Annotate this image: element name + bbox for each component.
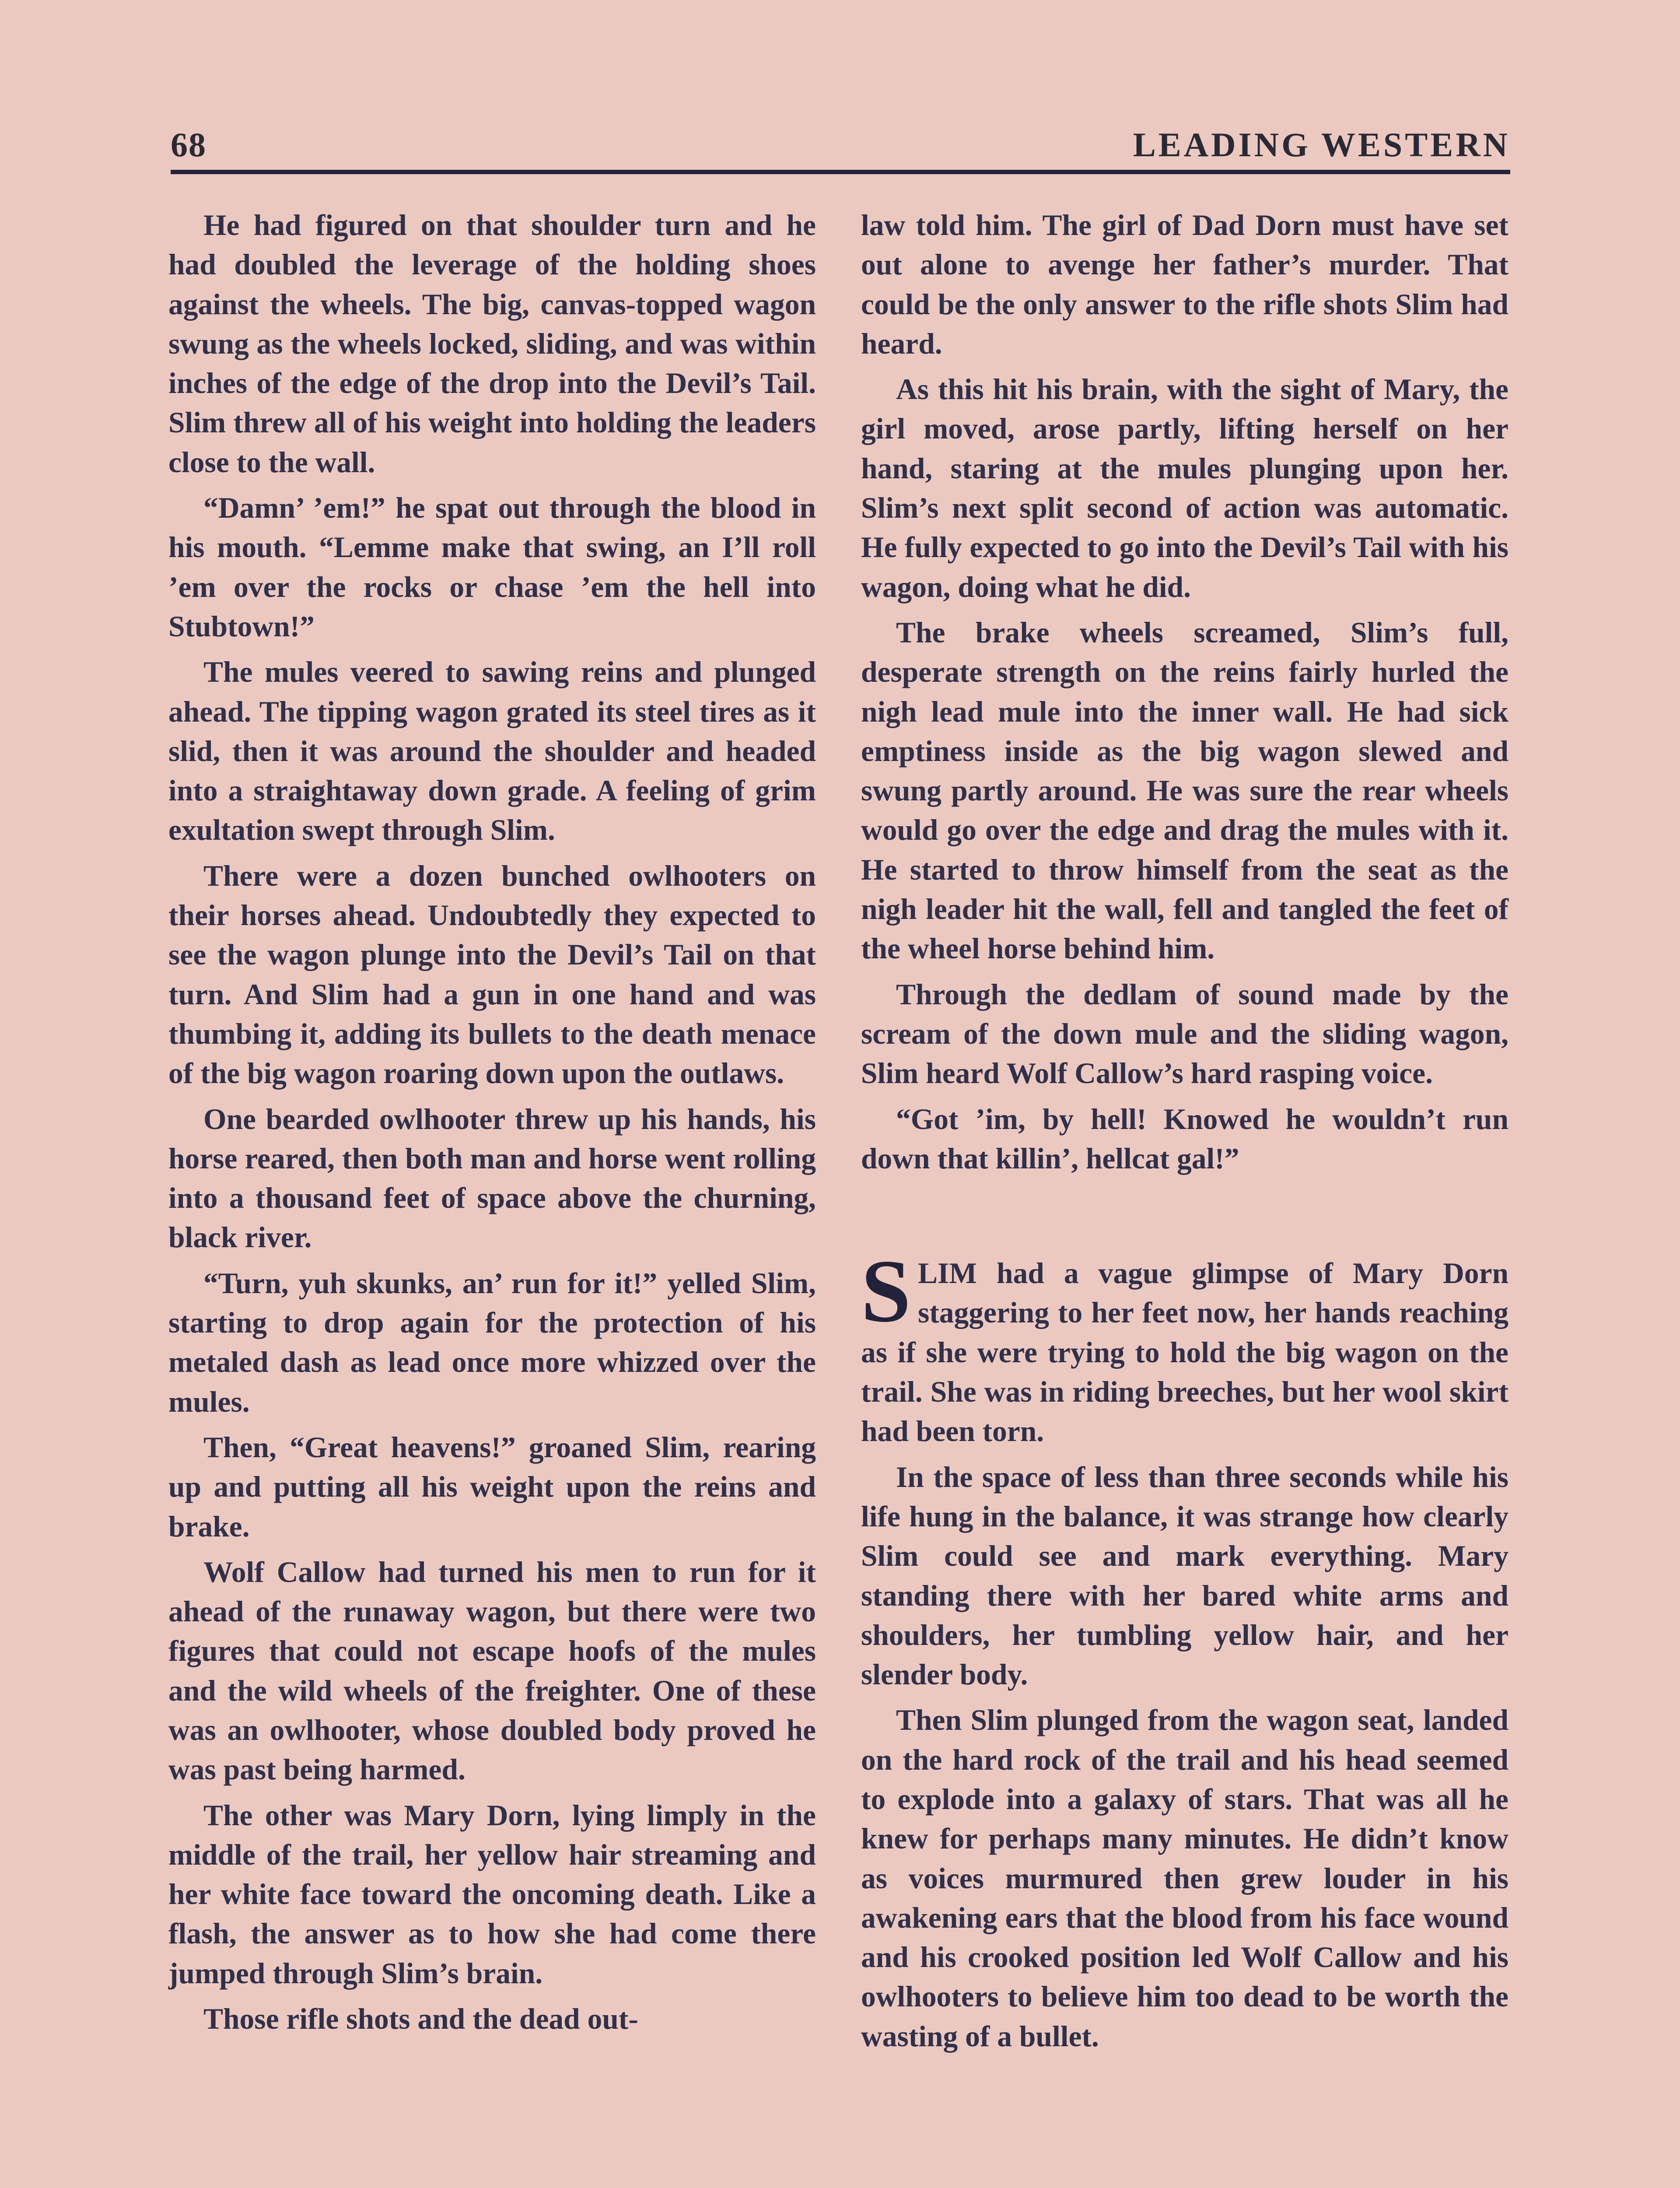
- header-rule: [171, 170, 1510, 174]
- paragraph: law told him. The girl of Dad Dorn must have set out alone to avenge her father’s murder. That could be the only answer to the rifle shots Slim had heard.: [861, 209, 1508, 360]
- paragraph: As this hit his brain, with the sight of Mary, the girl moved, arose partly, lifting herself on her hand, staring at the mules plunging upon her. Slim’s next split second of action was automatic. He fully expected to go into the Devil’s Tail with his wagon, doing what he did.: [861, 373, 1508, 603]
- magazine-title: LEADING WESTERN: [1133, 126, 1510, 164]
- paragraph: Through the dedlam of sound made by the scream of the down mule and the sliding wagon, Slim heard Wolf Callow’s hard rasping voice.: [861, 978, 1508, 1090]
- section-break: [861, 1185, 1508, 1254]
- paragraph: In the space of less than three seconds while his life hung in the balance, it was strange how clearly Slim could see and mark everything. Mary standing there with her bared white arms and shoulders, her tumbling yellow hair, and her slender body.: [861, 1460, 1508, 1691]
- paragraph: The brake wheels screamed, Slim’s full, desperate strength on the reins fairly hurled the nigh lead mule into the inner wall. He had sick emptiness inside as the big wagon slewed and swung partly around. He was sure the rear wheels would go over the edge and drag the mules with it. He started to throw himself from the seat as the nigh leader hit the wall, fell and tangled the feet of the wheel horse behind him.: [861, 616, 1508, 965]
- paragraph: Then, “Great heavens!” groaned Slim, rearing up and putting all his weight upon the reins and brake.: [168, 1431, 816, 1543]
- page-number: 68: [171, 126, 206, 164]
- paragraph: Those rifle shots and the dead out-: [203, 2002, 638, 2036]
- page-header: [171, 125, 1510, 173]
- paragraph: The other was Mary Dorn, lying limply in the middle of the trail, her yellow hair streaming and her white face toward the oncoming death. Like a flash, the answer as to how she had come there jumped through Slim’s brain.: [168, 1799, 816, 1990]
- paragraph: The mules veered to sawing reins and plunged ahead. The tipping wagon grated its steel tires as it slid, then it was around the shoulder and headed into a straightaway down grade. A feeling of grim exultation swept through Slim.: [168, 656, 816, 847]
- paragraph: He had figured on that shoulder turn and he had doubled the leverage of the holding shoes against the wheels. The big, canvas-topped wagon swung as the wheels locked, sliding, and was within inches of the edge of the drop into the Devil’s Tail. Slim threw all of his weight into holding the leaders close to the wall.: [168, 209, 816, 479]
- paragraph: One bearded owlhooter threw up his hands, his horse reared, then both man and horse went rolling into a thousand feet of space above the churning, black river.: [168, 1102, 816, 1254]
- left-column: [168, 206, 816, 2188]
- paragraph: “Got ’im, by hell! Knowed he wouldn’t run down that killin’, hellcat gal!”: [861, 1102, 1508, 1175]
- right-column: [861, 206, 1508, 2188]
- drop-cap-initial: S: [861, 1241, 911, 1341]
- paragraph: Then Slim plunged from the wagon seat, landed on the hard rock of the trail and his head seemed to explode into a galaxy of stars. That was all he knew for perhaps many minutes. He didn’t know as voices murmured then grew louder in his awakening ears that the blood from his face wound and his crooked position led Wolf Callow and his owlhooters to believe him too dead to be worth the wasting of a bullet.: [861, 1704, 1508, 2053]
- paragraph: “Damn’ ’em!” he spat out through the blood in his mouth. “Lemme make that swing, an I’ll roll ’em over the rocks or chase ’em the hell into Stubtown!”: [168, 491, 816, 643]
- dropcap-paragraph-text: LIM had a vague glimpse of Mary Dorn staggering to her feet now, her hands reaching as if she were trying to hold the big wagon on the trail. She was in riding breeches, but her wool skirt had been torn.: [861, 1257, 1508, 1448]
- paragraph: Wolf Callow had turned his men to run for it ahead of the runaway wagon, but there were two figures that could not escape hoofs of the mules and the wild wheels of the freighter. One of these was an owlhooter, whose doubled body proved he was past being harmed.: [168, 1555, 816, 1786]
- dropcap-paragraph: [861, 1241, 1508, 1451]
- paragraph: There were a dozen bunched owlhooters on their horses ahead. Undoubtedly they expected to see the wagon plunge into the Devil’s Tail on that turn. And Slim had a gun in one hand and was thumbing it, adding its bullets to the death menace of the big wagon roaring down upon the outlaws.: [168, 859, 816, 1090]
- paragraph: “Turn, yuh skunks, an’ run for it!” yelled Slim, starting to drop again for the protection of his metaled dash as lead once more whizzed over the mules.: [168, 1266, 816, 1418]
